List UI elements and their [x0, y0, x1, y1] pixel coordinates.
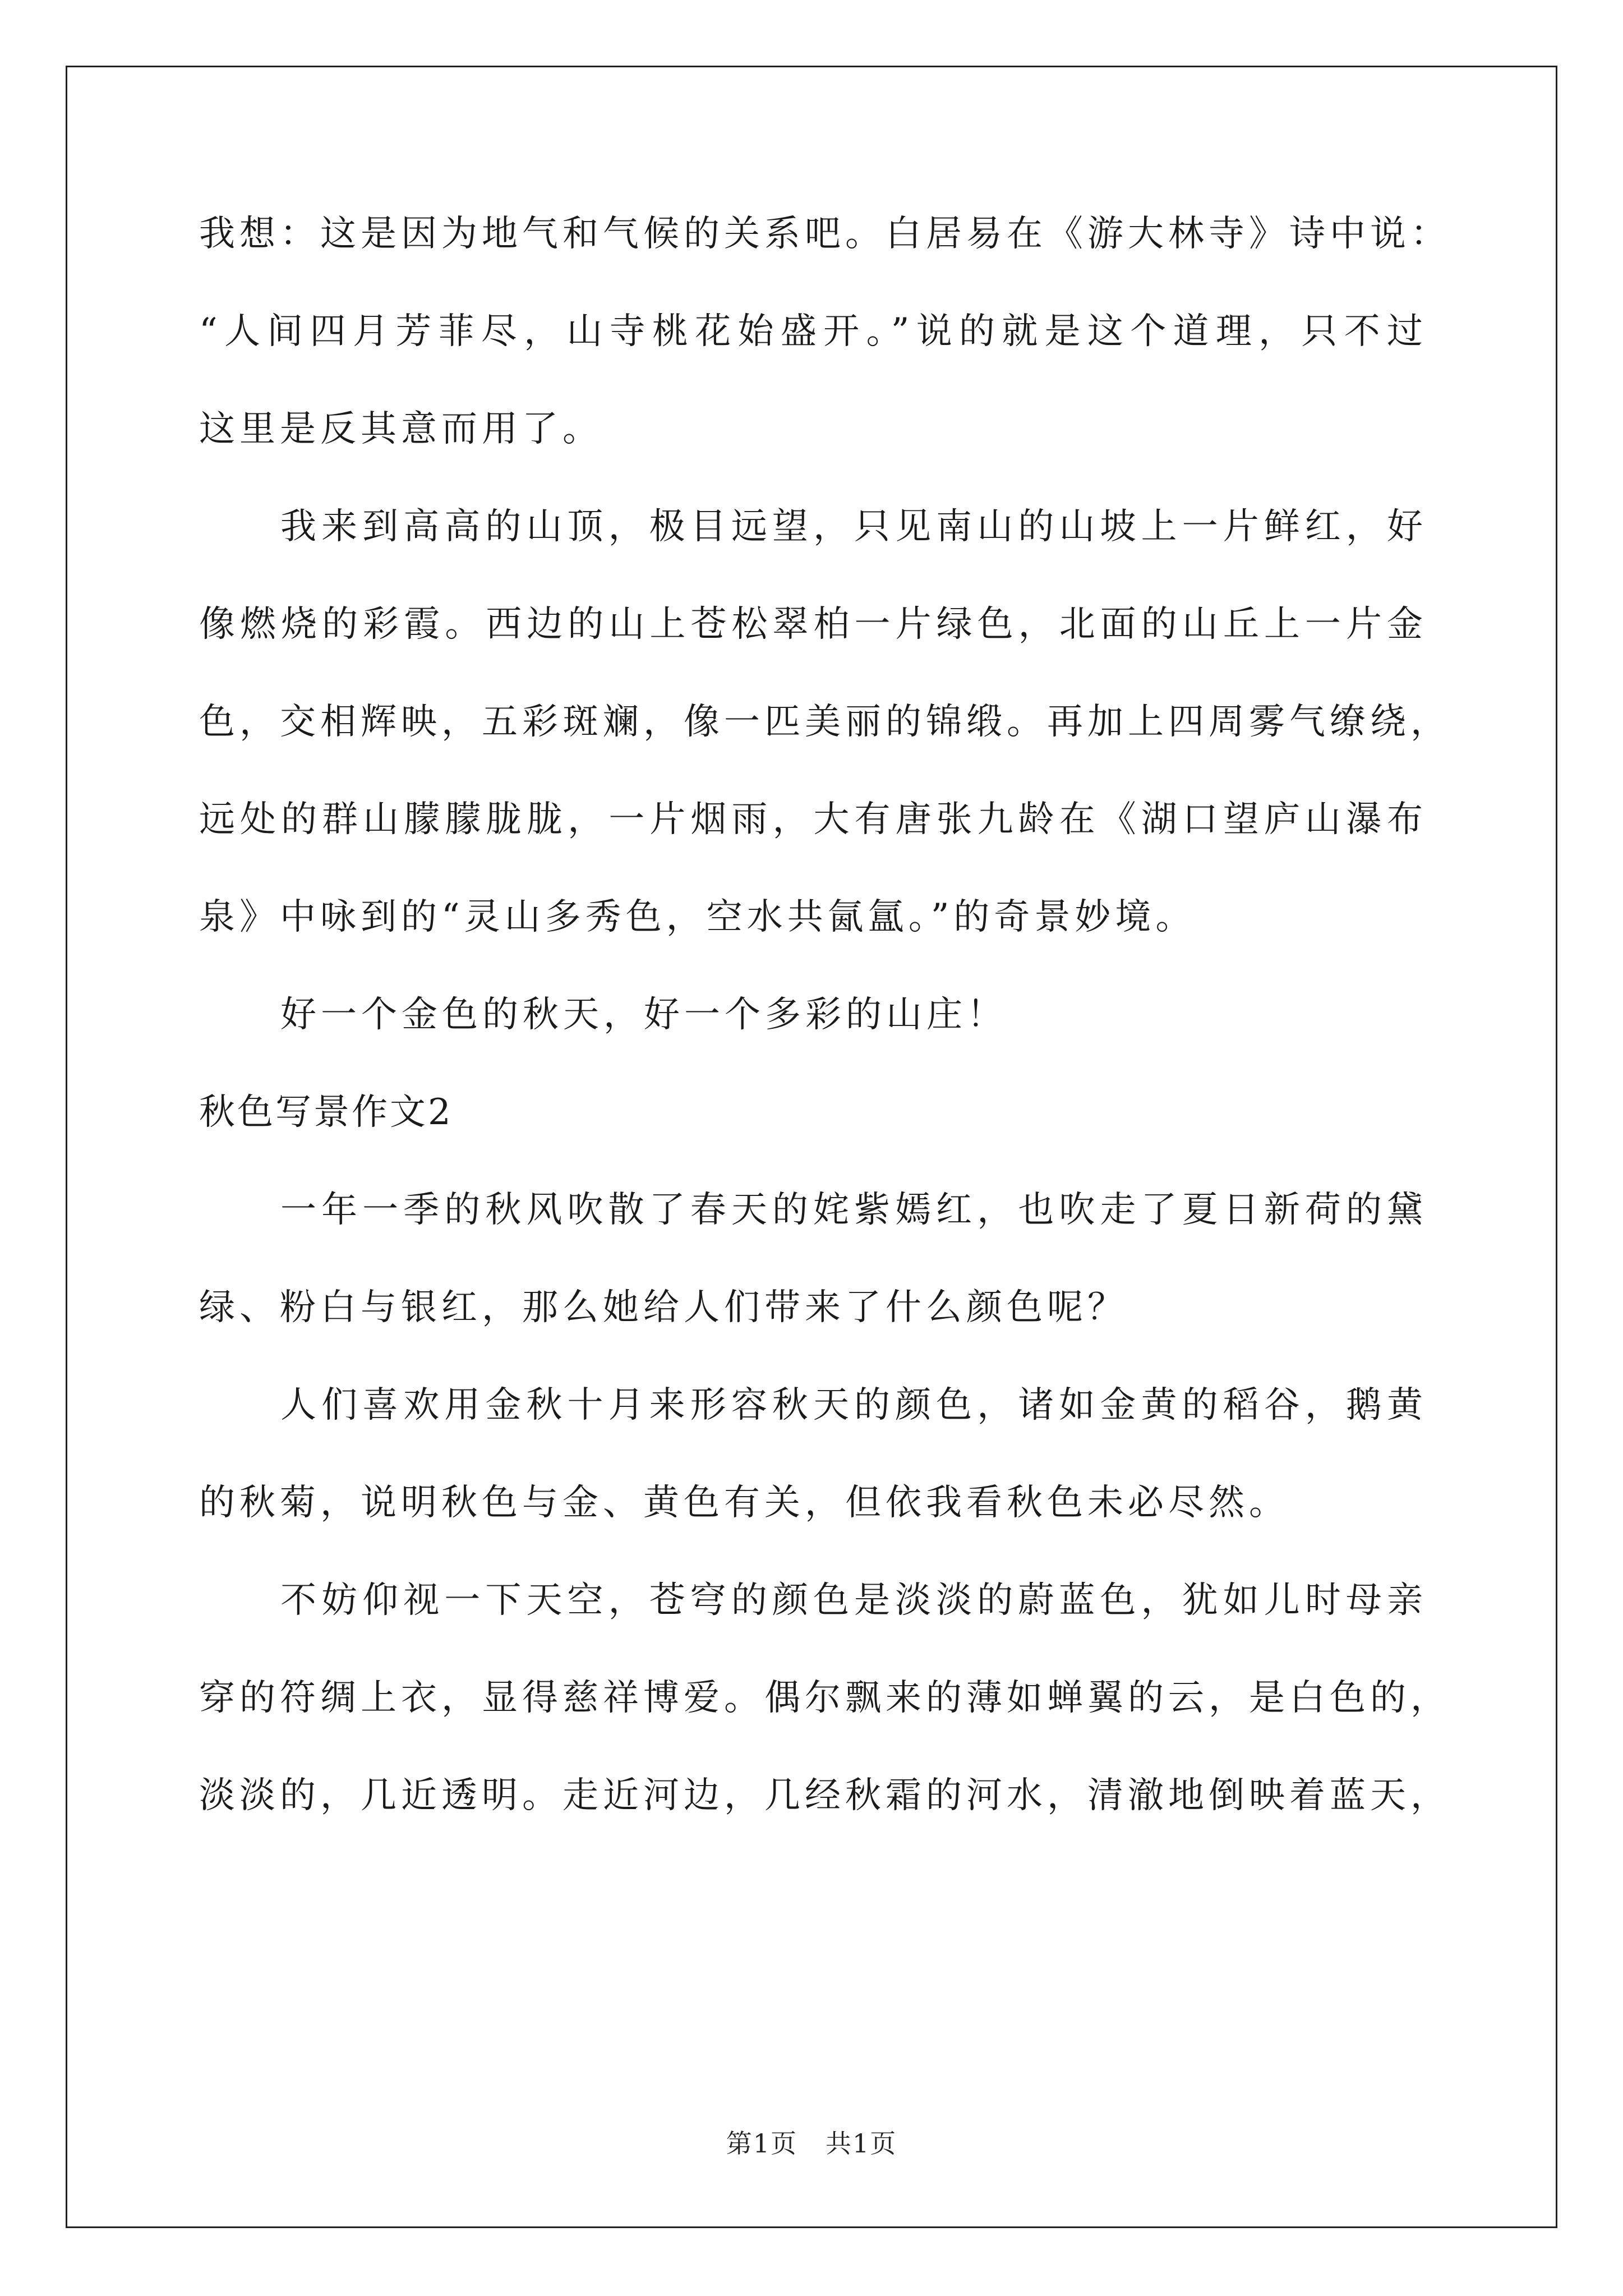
text-line: 穿的符绸上衣，显得慈祥博爱。偶尔飘来的薄如蝉翼的云，是白色的， [199, 1677, 1451, 1719]
text-line: 好一个金色的秋天，好一个多彩的山庄！ [280, 994, 1007, 1036]
page-number: 第1页 [726, 2128, 797, 2159]
document-body [199, 213, 1451, 1872]
text-line: 远处的群山朦朦胧胧，一片烟雨，大有唐张九龄在《湖口望庐山瀑布 [199, 799, 1427, 840]
text-line: 这里是反其意而用了。 [199, 408, 603, 450]
section-heading: 秋色写景作文2 [199, 1092, 453, 1133]
text-line: 人们喜欢用金秋十月来形容秋天的颜色，诸如金黄的稻谷，鹅黄 [280, 1384, 1427, 1426]
text-line: 一年一季的秋风吹散了春天的姹紫嫣红，也吹走了夏日新荷的黛 [280, 1189, 1427, 1231]
text-line: 我想：这是因为地气和气候的关系吧。白居易在《游大林寺》诗中说： [199, 213, 1451, 255]
text-line: 的秋菊，说明秋色与金、黄色有关，但依我看秋色未必尽然。 [199, 1482, 1289, 1524]
text-line: 像燃烧的彩霞。西边的山上苍松翠柏一片绿色，北面的山丘上一片金 [199, 604, 1427, 645]
page-total: 共1页 [826, 2128, 897, 2159]
text-line: 淡淡的，几近透明。走近河边，几经秋霜的河水，清澈地倒映着蓝天， [199, 1775, 1451, 1816]
text-line: 绿、粉白与银红，那么她给人们带来了什么颜色呢？ [199, 1287, 1128, 1328]
text-line: 色，交相辉映，五彩斑斓，像一匹美丽的锦缎。再加上四周雾气缭绕， [199, 701, 1451, 743]
page-footer [0, 2128, 1623, 2159]
text-line: 不妨仰视一下天空，苍穹的颜色是淡淡的蔚蓝色，犹如儿时母亲 [280, 1580, 1427, 1621]
text-line: “人间四月芳菲尽，山寺桃花始盛开。”说的就是这个道理，只不过 [199, 311, 1427, 352]
text-line: 泉》中咏到的“灵山多秀色，空水共氤氲。”的奇景妙境。 [199, 896, 1196, 938]
text-line: 我来到高高的山顶，极目远望，只见南山的山坡上一片鲜红，好 [280, 506, 1427, 547]
